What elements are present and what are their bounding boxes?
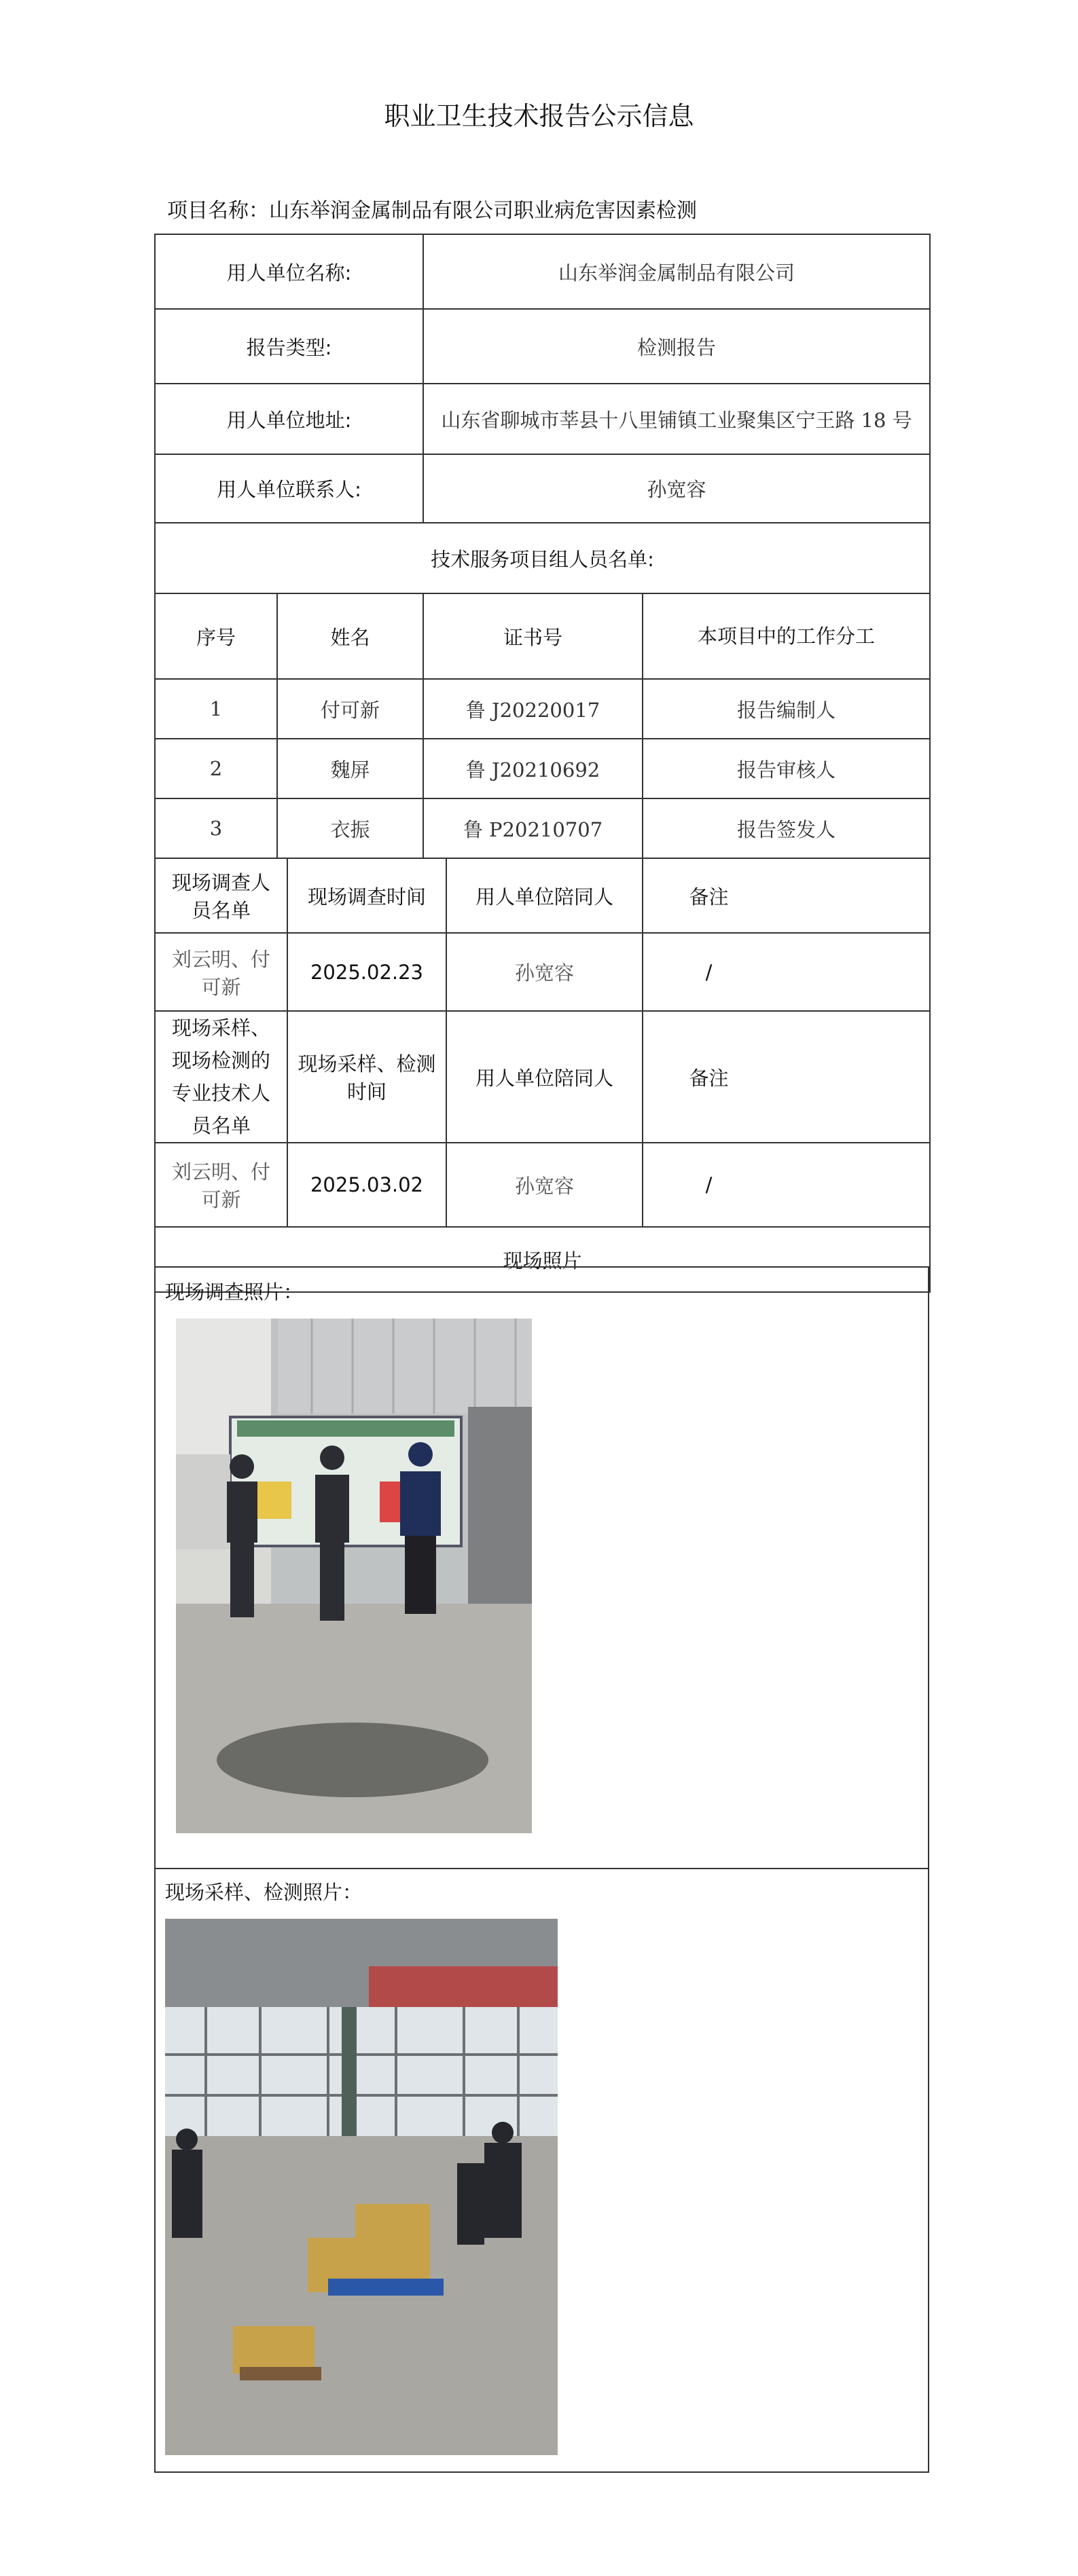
team-row-no: 1 <box>155 679 277 739</box>
sampling-photo-label: 现场采样、检测照片： <box>165 1881 363 1904</box>
sampling-photo-section <box>156 1868 928 2473</box>
sampling-header-remark-text: 备注 <box>689 1066 729 1090</box>
report-type-label: 报告类型: <box>155 309 423 384</box>
team-header-role: 本项目中的工作分工 <box>643 593 930 679</box>
page-title: 职业卫生技术报告公示信息 <box>384 101 694 131</box>
address-label: 用人单位地址: <box>155 384 423 454</box>
team-row-name: 付可新 <box>277 679 423 739</box>
contact-value: 孙宽容 <box>423 454 930 523</box>
sampling-remark-text: / <box>705 1173 713 1196</box>
sampling-staff: 刘云明、付可新 <box>155 1143 287 1227</box>
team-row-cert: 鲁 J20210692 <box>423 739 643 798</box>
survey-time: 2025.02.23 <box>287 933 446 1011</box>
team-row <box>155 798 930 858</box>
team-row-cert: 鲁 P20210707 <box>423 798 643 858</box>
team-row-no: 3 <box>155 798 277 858</box>
sampling-escort: 孙宽容 <box>446 1143 643 1227</box>
team-row-no: 2 <box>155 739 277 798</box>
photos-heading: 现场照片 <box>155 1227 930 1292</box>
sampling-header-escort: 用人单位陪同人 <box>446 1011 643 1143</box>
survey-header-remark-text: 备注 <box>689 885 729 908</box>
sampling-time: 2025.03.02 <box>287 1143 446 1227</box>
team-header-name: 姓名 <box>277 593 423 679</box>
sampling-remark <box>643 1143 930 1227</box>
team-row-role: 报告签发人 <box>643 798 930 858</box>
survey-remark <box>643 933 930 1011</box>
team-row-cert: 鲁 J20220017 <box>423 679 643 739</box>
team-row-name: 衣振 <box>277 798 423 858</box>
survey-header-staff: 现场调查人员名单 <box>155 858 287 933</box>
report-type-value: 检测报告 <box>423 309 930 384</box>
survey-staff: 刘云明、付可新 <box>155 933 287 1011</box>
employer-label: 用人单位名称: <box>155 234 423 309</box>
survey-photo-section <box>156 1268 928 1869</box>
address-value: 山东省聊城市莘县十八里铺镇工业聚集区宁王路 18 号 <box>423 384 930 454</box>
survey-header-remark <box>643 858 930 933</box>
team-heading: 技术服务项目组人员名单: <box>155 523 930 593</box>
team-header-no: 序号 <box>155 593 277 679</box>
team-row <box>155 739 930 798</box>
contact-label: 用人单位联系人: <box>155 454 423 523</box>
employer-value: 山东举润金属制品有限公司 <box>423 234 930 309</box>
team-row <box>155 679 930 739</box>
sampling-header-time: 现场采样、检测时间 <box>287 1011 446 1143</box>
info-table <box>154 234 931 1293</box>
project-name: 项目名称：山东举润金属制品有限公司职业病危害因素检测 <box>167 199 697 223</box>
sampling-header-staff: 现场采样、现场检测的专业技术人员名单 <box>155 1011 287 1143</box>
team-header-cert: 证书号 <box>423 593 643 679</box>
survey-header-escort: 用人单位陪同人 <box>446 858 643 933</box>
survey-escort: 孙宽容 <box>446 933 643 1011</box>
team-row-role: 报告编制人 <box>643 679 930 739</box>
survey-remark-text: / <box>705 960 713 984</box>
team-row-role: 报告审核人 <box>643 739 930 798</box>
survey-header-time: 现场调查时间 <box>287 858 446 933</box>
sampling-photo <box>165 1919 558 2455</box>
photos-box <box>154 1266 929 2473</box>
team-row-name: 魏屏 <box>277 739 423 798</box>
survey-photo <box>176 1319 532 1833</box>
sampling-header-remark <box>643 1011 930 1143</box>
survey-photo-label: 现场调查照片： <box>165 1281 304 1304</box>
